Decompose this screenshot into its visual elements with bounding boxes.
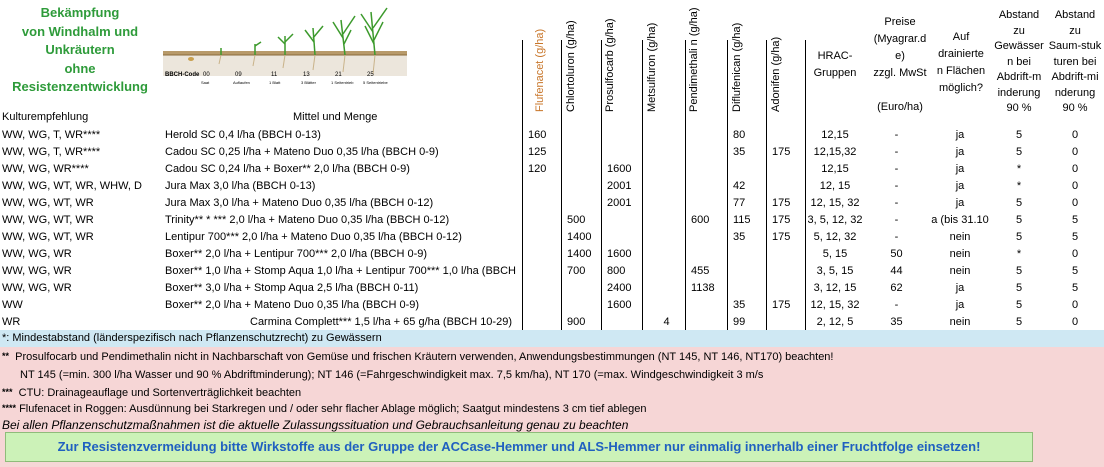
header-preise-line: Preise — [884, 16, 916, 28]
cell-preis: - — [894, 180, 899, 192]
header-pendimethalin-cell — [686, 0, 726, 124]
header-abstand-gewaesser-line: 90 % — [1006, 102, 1032, 114]
table-row — [0, 127, 1104, 144]
cell-flufenacet: 120 — [528, 163, 547, 175]
cell-flufenacet — [522, 263, 561, 280]
cell-abstand-gewaesser: * — [1016, 180, 1022, 192]
cell-abstand-saum: 0 — [1071, 248, 1079, 260]
cell-metsulfuron — [642, 195, 685, 212]
cell-abstand-saum: 0 — [1071, 180, 1079, 192]
cell-preis: - — [894, 214, 899, 226]
header-abstand-saum-line: Abdrift-mi — [1051, 71, 1099, 83]
bbch-code: 25 — [367, 72, 374, 78]
cell-kultur: WW, WG, WT, WR — [2, 214, 94, 226]
bbch-stage: Auflaufen — [233, 80, 250, 85]
cell-flufenacet — [522, 246, 561, 263]
table-row — [0, 161, 1104, 178]
bbch-code: 21 — [335, 72, 342, 78]
cell-prosulfocarb: 2001 — [607, 180, 632, 192]
header-mittel-und-menge: Mittel und Menge — [293, 111, 378, 123]
bbch-stage: 5 Seitentriebe — [363, 80, 388, 85]
cell-pendimethalin — [685, 127, 727, 144]
title-line: von Windhalm und — [21, 23, 139, 39]
cell-adonifen — [766, 263, 805, 280]
cell-flufenacet — [522, 229, 561, 246]
table-row — [0, 263, 1104, 280]
cell-drainiert: nein — [949, 231, 971, 243]
table-row — [0, 212, 1104, 229]
cell-chlortoluron — [561, 161, 601, 178]
cell-prosulfocarb — [601, 127, 642, 144]
header-abstand-gewaesser-line: Abstand — [998, 9, 1040, 21]
note-prosulfocarb: ** Prosulfocarb und Pendimethalin nicht in Nachbarschaft von Gemüse und frischen Kräutern verwenden, Anwendungsbestimmungen (NT 145, NT 146, NT170) beachten! — [2, 351, 834, 363]
title-line: Unkräutern — [45, 42, 115, 57]
cell-mittel: Boxer** 3,0 l/ha + Stomp Aqua 2,5 l/ha (BBCH 0-11) — [165, 282, 419, 294]
cell-drainiert: ja — [955, 163, 965, 175]
cell-prosulfocarb: 2400 — [607, 282, 632, 294]
cell-chlortoluron — [561, 127, 601, 144]
cell-flufenacet — [522, 195, 561, 212]
table-row — [0, 314, 1104, 331]
header-abstand-gewaesser — [992, 8, 1046, 117]
cell-abstand-gewaesser: 5 — [1015, 231, 1023, 243]
cell-hrac: 12,15 — [821, 129, 849, 141]
header-drainiert-line: n Flächen — [936, 65, 986, 77]
table-row — [0, 280, 1104, 297]
cell-kultur: WW, WG, WR — [2, 265, 72, 277]
title-line: ohne — [64, 60, 96, 76]
header-chlortoluron-cell — [563, 0, 600, 124]
cell-chlortoluron — [561, 178, 601, 195]
cell-mittel: Jura Max 3,0 l/ha (BBCH 0-13) — [165, 180, 316, 192]
cell-diflufenican: 99 — [733, 316, 746, 328]
bbch-growth-stage-image — [163, 4, 407, 90]
cell-chlortoluron: 1400 — [567, 248, 592, 260]
cell-metsulfuron — [642, 144, 685, 161]
cell-chlortoluron: 700 — [567, 265, 586, 277]
cell-flufenacet — [522, 314, 561, 331]
header-abstand-gewaesser-line: inderung — [997, 86, 1041, 99]
cell-abstand-saum: 0 — [1071, 129, 1079, 141]
cell-kultur: WW — [2, 299, 23, 311]
cell-metsulfuron — [642, 246, 685, 263]
cell-prosulfocarb: 1600 — [607, 163, 632, 175]
header-drainiert-line: Auf — [952, 31, 970, 43]
header-preise — [864, 14, 936, 116]
header-hrac — [806, 48, 864, 82]
cell-abstand-saum: 0 — [1071, 197, 1079, 209]
cell-drainiert: ja — [955, 180, 965, 192]
cell-chlortoluron: 900 — [567, 316, 586, 328]
cell-flufenacet — [522, 297, 561, 314]
header-adonifen-cell — [768, 0, 804, 124]
cell-diflufenican: 42 — [733, 180, 746, 192]
cell-diflufenican — [727, 161, 766, 178]
cell-chlortoluron: 500 — [567, 214, 586, 226]
header-abstand-gewaesser-line: Abdrift-m — [996, 71, 1042, 83]
cell-metsulfuron — [642, 297, 685, 314]
cell-preis: - — [894, 146, 899, 158]
cell-abstand-saum: 5 — [1071, 265, 1079, 277]
cell-prosulfocarb — [601, 212, 642, 229]
cell-abstand-gewaesser: 5 — [1015, 214, 1023, 226]
bbch-code: 11 — [271, 72, 278, 78]
cell-adonifen — [766, 280, 805, 297]
bbch-stage: 3 Blätter — [301, 80, 316, 85]
cell-abstand-saum: 5 — [1071, 282, 1079, 294]
table-row — [0, 144, 1104, 161]
cell-prosulfocarb — [601, 314, 642, 331]
cell-drainiert: ja — [955, 299, 965, 311]
header-diflufenican: Diflufenican (g/ha) — [731, 22, 743, 112]
cell-pendimethalin: 600 — [691, 214, 710, 226]
header-prosulfocarb-cell — [602, 0, 640, 124]
cell-pendimethalin — [685, 229, 727, 246]
header-drainiert-line: möglich? — [938, 82, 984, 94]
cell-hrac: 5, 12, 32 — [813, 231, 857, 243]
header-abstand-saum-line: turen bei — [1053, 55, 1097, 68]
cell-mittel: Carmina Complett*** 1,5 l/ha + 65 g/ha (BBCH 10-29) — [250, 316, 512, 328]
header-preise-line: (Euro/ha) — [877, 101, 923, 113]
cell-pendimethalin — [685, 144, 727, 161]
table-row — [0, 246, 1104, 263]
cell-hrac: 12,15 — [821, 163, 849, 175]
cell-flufenacet — [522, 178, 561, 195]
table-row — [0, 297, 1104, 314]
cell-abstand-gewaesser: 5 — [1015, 197, 1023, 209]
header-flufenacet: Flufenacet (g/ha) — [534, 28, 546, 112]
title-line: Resistenzentwicklung — [12, 79, 148, 94]
cell-diflufenican — [727, 280, 766, 297]
cell-mittel: Trinity** * *** 2,0 l/ha + Mateno Duo 0,35 l/ha (BBCH 0-12) — [165, 214, 450, 226]
bbch-code: 00 — [203, 72, 210, 78]
header-hrac-line: Gruppen — [813, 67, 857, 79]
cell-prosulfocarb: 1600 — [607, 248, 632, 260]
cell-diflufenican: 35 — [733, 231, 746, 243]
cell-hrac: 12, 15, 32 — [810, 197, 860, 209]
header-prosulfocarb: Prosulfocarb (g/ha) — [604, 18, 616, 112]
cell-abstand-saum: 0 — [1071, 299, 1079, 311]
cell-adonifen — [766, 127, 805, 144]
header-metsulfuron: Metsulfuron (g/ha) — [646, 22, 658, 112]
cell-flufenacet: 160 — [528, 129, 547, 141]
cell-chlortoluron — [561, 297, 601, 314]
cell-drainiert: ja — [955, 282, 965, 294]
header-abstand-saum-line: nderung — [1054, 86, 1096, 99]
cell-preis: 62 — [890, 282, 903, 294]
bbch-stage: Saat — [201, 80, 210, 85]
cell-metsulfuron — [642, 212, 685, 229]
cell-hrac: 12, 15, 32 — [810, 299, 860, 311]
header-drainiert-line: drainierte — [938, 48, 984, 60]
note-mindestabstand — [0, 330, 1104, 347]
header-preise-line — [864, 82, 936, 99]
cell-kultur: WW, WG, T, WR**** — [2, 146, 101, 158]
cell-pendimethalin: 1138 — [691, 282, 715, 294]
table-row — [0, 195, 1104, 212]
cell-preis: 35 — [890, 316, 903, 328]
note-nt-details: NT 145 (=min. 300 l/ha Wasser und 90 % Abdriftminderung); NT 146 (=Fahrgeschwindigkeit max. 7,5 km/ha), NT 170 (=max. Windgeschwindigkeit 3 m/s — [20, 369, 764, 381]
cell-drainiert: ja — [955, 197, 965, 209]
cell-kultur: WW, WG, WT, WR — [2, 197, 94, 209]
cell-chlortoluron — [561, 195, 601, 212]
cell-prosulfocarb — [601, 144, 642, 161]
cell-preis: - — [894, 163, 899, 175]
cell-adonifen — [766, 246, 805, 263]
cell-abstand-gewaesser: 5 — [1015, 282, 1023, 294]
note-ctu: *** CTU: Drainageauflage und Sortenverträglichkeit beachten — [2, 387, 302, 399]
cell-pendimethalin — [685, 246, 727, 263]
cell-pendimethalin — [685, 195, 727, 212]
bbch-stage: 1 Seitentrieb — [331, 80, 354, 85]
cell-abstand-saum: 0 — [1071, 316, 1079, 328]
cell-mittel: Boxer** 1,0 l/ha + Stomp Aqua 1,0 l/ha + Lentipur 700*** 1,0 l/ha (BBCH — [165, 265, 517, 277]
cell-diflufenican: 77 — [733, 197, 746, 209]
cell-chlortoluron: 1400 — [567, 231, 592, 243]
cell-drainiert: nein — [949, 248, 971, 260]
cell-abstand-gewaesser: 5 — [1015, 299, 1023, 311]
cell-adonifen — [766, 314, 805, 331]
cell-abstand-saum: 5 — [1071, 231, 1079, 243]
cell-preis: - — [894, 197, 899, 209]
cell-abstand-gewaesser: 5 — [1015, 146, 1023, 158]
cell-metsulfuron: 4 — [663, 316, 670, 328]
header-abstand-saum-line: zu — [1069, 24, 1081, 37]
header-preise-line: (Myagrar.d — [873, 33, 927, 45]
cell-mittel: Boxer** 2,0 l/ha + Lentipur 700*** 2,0 l/ha (BBCH 0-9) — [165, 248, 428, 260]
cell-drainiert: ja — [955, 129, 965, 141]
cell-flufenacet — [522, 280, 561, 297]
herbicide-table — [0, 127, 1104, 331]
header-abstand-saum — [1046, 8, 1104, 117]
note-text: Flufenacet in Roggen: Ausdünnung bei Starkregen und / oder sehr flacher Ablage möglich; Saatgut mindestens 3 cm tief ablegen — [19, 403, 647, 415]
title-line: Bekämpfung — [40, 5, 120, 20]
cell-adonifen: 175 — [772, 146, 791, 158]
header-flufenacet-cell — [524, 0, 560, 124]
header-abstand-gewaesser-line: n bei — [1007, 55, 1031, 68]
cell-abstand-gewaesser: 5 — [1015, 129, 1023, 141]
cell-hrac: 12, 15 — [819, 180, 851, 192]
header-abstand-gewaesser-line: zu — [1013, 24, 1025, 37]
cell-kultur: WW, WG, WR**** — [2, 163, 89, 175]
title-block — [0, 4, 160, 97]
cell-kultur: WW, WG, T, WR**** — [2, 129, 101, 141]
cell-drainiert: nein — [949, 265, 971, 277]
cell-chlortoluron — [561, 144, 601, 161]
cell-abstand-gewaesser: * — [1016, 163, 1022, 175]
cell-preis: 50 — [890, 248, 903, 260]
cell-pendimethalin — [685, 161, 727, 178]
cell-hrac: 2, 12, 5 — [816, 316, 854, 328]
bbch-code: 13 — [303, 72, 310, 78]
cell-mittel: Jura Max 3,0 l/ha + Mateno Duo 0,35 l/ha (BBCH 0-12) — [165, 197, 434, 209]
cell-preis: - — [894, 129, 899, 141]
header-abstand-saum-line: 90 % — [1062, 102, 1088, 114]
cell-metsulfuron — [642, 161, 685, 178]
cell-prosulfocarb: 800 — [607, 265, 626, 277]
cell-mittel: Cadou SC 0,24 l/ha + Boxer** 2,0 l/ha (BBCH 0-9) — [165, 163, 410, 175]
cell-abstand-gewaesser: * — [1016, 248, 1022, 260]
cell-diflufenican: 80 — [733, 129, 746, 141]
cell-diflufenican: 35 — [733, 299, 746, 311]
cell-adonifen: 175 — [772, 197, 791, 209]
resistance-warning-box: Zur Resistenzvermeidung bitte Wirkstoffe aus der Gruppe der ACCase-Hemmer und ALS-Hemmer nur einmalig innerhalb einer Fruchtfolge einsetzen! — [5, 432, 1033, 462]
cell-mittel: Cadou SC 0,25 l/ha + Mateno Duo 0,35 l/ha (BBCH 0-9) — [165, 146, 439, 158]
table-row — [0, 178, 1104, 195]
cell-flufenacet — [522, 212, 561, 229]
cell-diflufenican — [727, 263, 766, 280]
note-text: CTU: Drainageauflage und Sortenverträglichkeit beachten — [18, 387, 302, 399]
cell-abstand-saum: 0 — [1071, 146, 1079, 158]
note-zulassung: Bei allen Pflanzenschutzmaßnahmen ist die aktuelle Zulassungssituation und Gebrauchsanleitung genau zu beachten — [2, 418, 629, 432]
cell-hrac: 3, 5, 15 — [816, 265, 854, 277]
cell-metsulfuron — [642, 229, 685, 246]
cell-mittel: Boxer** 2,0 l/ha + Mateno Duo 0,35 l/ha (BBCH 0-9) — [165, 299, 420, 311]
header-abstand-gewaesser-line: Gewässer — [994, 40, 1044, 52]
cell-drainiert: a (bis 31.10 — [931, 214, 989, 226]
cell-hrac: 3, 5, 12, 32 — [807, 214, 863, 226]
cell-prosulfocarb — [601, 229, 642, 246]
cell-diflufenican: 35 — [733, 146, 746, 158]
cell-metsulfuron — [642, 127, 685, 144]
header-preise-line: e) — [895, 50, 905, 62]
cell-prosulfocarb: 2001 — [607, 197, 632, 209]
cell-drainiert: nein — [949, 316, 971, 328]
cell-mittel: Herold SC 0,4 l/ha (BBCH 0-13) — [165, 129, 321, 141]
cell-chlortoluron — [561, 280, 601, 297]
bbch-stage: 1 Blatt — [269, 80, 281, 85]
cell-abstand-saum: 5 — [1071, 214, 1079, 226]
bbch-label: BBCH-Code — [165, 72, 200, 78]
header-adonifen: Adonifen (g/ha) — [770, 36, 782, 112]
header-chlortoluron: Chlortoluron (g/ha) — [565, 20, 577, 112]
bbch-code: 09 — [235, 72, 242, 78]
cell-diflufenican: 115 — [733, 214, 751, 226]
cell-pendimethalin: 455 — [691, 265, 710, 277]
cell-kultur: WR — [2, 316, 21, 328]
cell-adonifen: 175 — [772, 299, 791, 311]
cell-adonifen — [766, 178, 805, 195]
cell-kultur: WW, WG, WR — [2, 282, 72, 294]
cell-metsulfuron — [642, 263, 685, 280]
cell-hrac: 12,15,32 — [813, 146, 857, 158]
note-flufenacet-roggen: **** Flufenacet in Roggen: Ausdünnung bei Starkregen und / oder sehr flacher Ablage möglich; Saatgut mindestens 3 cm tief ablegen — [2, 403, 647, 415]
header-metsulfuron-cell — [644, 0, 684, 124]
cell-prosulfocarb: 1600 — [607, 299, 632, 311]
header-abstand-saum-line: Saum-stuk — [1048, 40, 1102, 52]
cell-preis: - — [894, 299, 899, 311]
cell-abstand-saum: 0 — [1071, 163, 1079, 175]
cell-pendimethalin — [685, 314, 727, 331]
cell-hrac: 3, 12, 15 — [813, 282, 857, 294]
table-row — [0, 229, 1104, 246]
header-pendimethalin: Pendimethali n (g/ha) — [688, 7, 700, 112]
cell-mittel: Lentipur 700*** 2,0 l/ha + Mateno Duo 0,35 l/ha (BBCH 0-12) — [165, 231, 462, 243]
cell-adonifen — [766, 161, 805, 178]
cell-metsulfuron — [642, 280, 685, 297]
cell-metsulfuron — [642, 178, 685, 195]
cell-diflufenican — [727, 246, 766, 263]
cell-kultur: WW, WG, WT, WR, WHW, D — [2, 180, 142, 192]
cell-kultur: WW, WG, WR — [2, 248, 72, 260]
header-preise-line: zzgl. MwSt — [873, 67, 927, 79]
cell-adonifen: 175 — [772, 214, 791, 226]
cell-adonifen: 175 — [772, 231, 791, 243]
cell-flufenacet: 125 — [528, 146, 547, 158]
cell-kultur: WW, WG, WT, WR — [2, 231, 94, 243]
cell-pendimethalin — [685, 178, 727, 195]
cell-abstand-gewaesser: 5 — [1015, 265, 1023, 277]
cell-preis: 44 — [890, 265, 903, 277]
header-hrac-line: HRAC- — [817, 50, 853, 62]
note-text: Prosulfocarb und Pendimethalin nicht in Nachbarschaft von Gemüse und frischen Kräutern verwenden, Anwendungsbestimmungen (NT 145, NT 146, NT170) beachten! — [15, 351, 834, 363]
cell-preis: - — [894, 231, 899, 243]
header-drainiert — [930, 29, 992, 97]
cell-abstand-gewaesser: 5 — [1015, 316, 1023, 328]
cell-drainiert: ja — [955, 146, 965, 158]
header-kulturempfehlung: Kulturempfehlung — [2, 111, 89, 123]
note-text: *: Mindestabstand (länderspezifisch nach Pflanzenschutzrecht) zu Gewässern — [2, 332, 382, 344]
cell-pendimethalin — [685, 297, 727, 314]
header-abstand-saum-line: Abstand — [1054, 9, 1096, 21]
header-diflufenican-cell — [729, 0, 765, 124]
cell-hrac: 5, 15 — [822, 248, 848, 260]
